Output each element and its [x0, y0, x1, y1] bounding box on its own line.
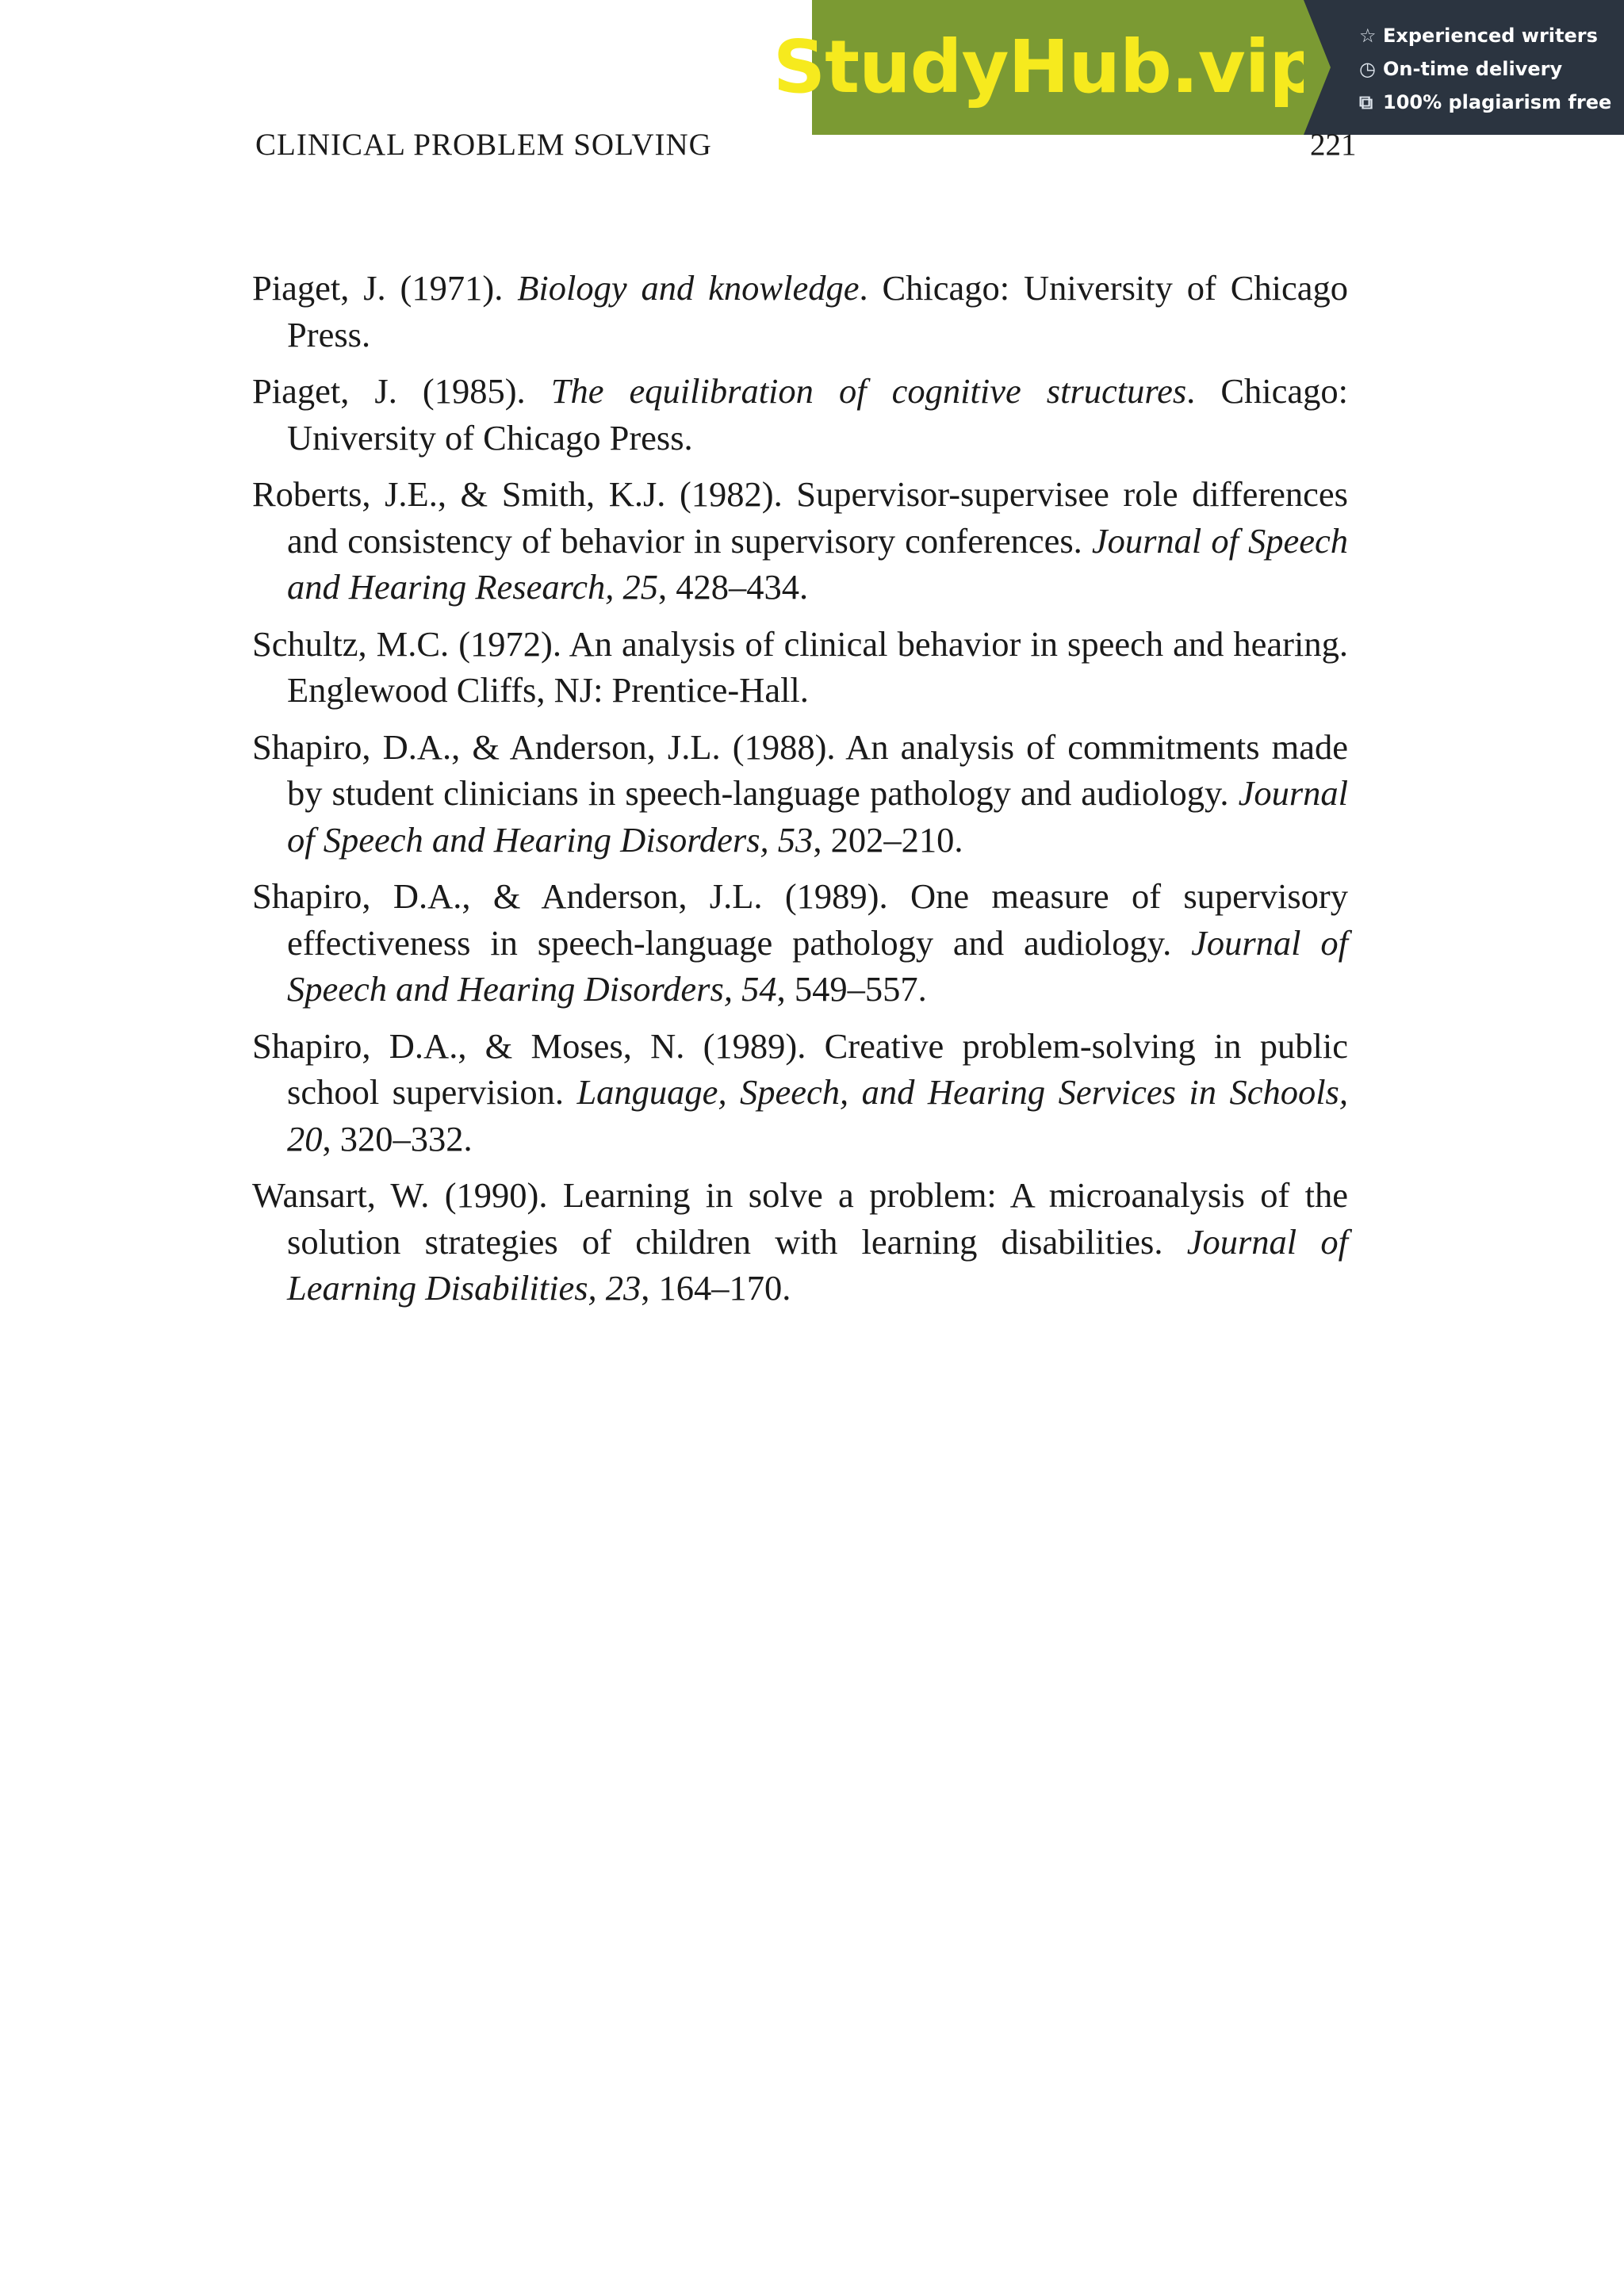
clock-icon: ◷	[1359, 58, 1376, 80]
reference-title: Biology and knowledge	[517, 268, 860, 308]
reference-details: , 320–332.	[322, 1118, 473, 1159]
banner-features	[1304, 0, 1624, 135]
reference-journal: Journal of Speech and Hearing Research, 25	[287, 520, 1348, 607]
reference-details: , 164–170.	[641, 1268, 791, 1308]
reference-authors: Shapiro, D.A., & Anderson, J.L. (1988). An analysis of commitments made by student clinicians in speech-language pathology and audiology.	[252, 726, 1348, 813]
feature-label: On-time delivery	[1383, 58, 1563, 80]
reference-authors: Shapiro, D.A., & Moses, N. (1989). Creative problem-solving in public school supervision.	[252, 1025, 1348, 1112]
feature-experienced-writers	[1359, 19, 1624, 52]
reference-journal: Journal of Speech and Hearing Disorders, 54	[287, 922, 1348, 1009]
reference-entry	[252, 1023, 1348, 1163]
reference-journal: Language, Speech, and Hearing Services in Schools, 20	[287, 1072, 1348, 1159]
page-number: 221	[1310, 128, 1357, 162]
studyhub-banner[interactable]	[772, 0, 1624, 135]
reference-details: . Chicago: University of Chicago Press.	[287, 268, 1348, 354]
feature-label: Experienced writers	[1383, 25, 1598, 47]
reference-entry	[252, 724, 1348, 864]
reference-details: , 428–434.	[658, 567, 809, 607]
feature-label: 100% plagiarism free	[1383, 91, 1612, 113]
star-outline-icon: ☆	[1359, 25, 1377, 47]
copy-icon: ⧉	[1359, 91, 1373, 113]
reference-details: . Chicago: University of Chicago Press.	[287, 371, 1348, 458]
reference-entry	[252, 873, 1348, 1013]
reference-entry	[252, 265, 1348, 358]
running-head: CLINICAL PROBLEM SOLVING	[255, 128, 712, 162]
feature-on-time-delivery	[1359, 52, 1624, 86]
feature-plagiarism-free	[1359, 86, 1624, 119]
reference-title: The equilibration of cognitive structures	[550, 371, 1187, 411]
banner-arrow-shape	[1304, 0, 1331, 135]
reference-entry	[252, 621, 1348, 714]
reference-details: , 202–210.	[813, 819, 963, 860]
reference-entry	[252, 1172, 1348, 1312]
reference-authors: Roberts, J.E., & Smith, K.J. (1982). Supervisor-supervisee role differences and consistency of behavior in supervisory conferences.	[252, 474, 1348, 561]
studyhub-logo-text: StudyHub.vip	[772, 25, 1321, 109]
reference-authors: Shapiro, D.A., & Anderson, J.L. (1989). One measure of supervisory effectiveness in speech-language pathology and audiology.	[252, 876, 1348, 963]
reference-entry	[252, 368, 1348, 461]
reference-journal: Journal of Learning Disabilities, 23	[287, 1221, 1349, 1308]
reference-details: , 549–557.	[776, 969, 927, 1009]
reference-authors: Piaget, J. (1971).	[252, 268, 518, 308]
studyhub-logo[interactable]	[772, 0, 1321, 135]
reference-authors: Piaget, J. (1985).	[252, 371, 551, 411]
reference-authors: Wansart, W. (1990). Learning in solve a problem: A microanalysis of the solution strategies of children with learning disabilities.	[252, 1175, 1348, 1262]
reference-entry	[252, 471, 1348, 611]
reference-authors: Schultz, M.C. (1972). An analysis of clinical behavior in speech and hearing. Englewood Cliffs, NJ: Prentice-Hall.	[252, 623, 1348, 710]
reference-list	[252, 265, 1348, 1322]
reference-journal: Journal of Speech and Hearing Disorders, 53	[287, 773, 1348, 860]
